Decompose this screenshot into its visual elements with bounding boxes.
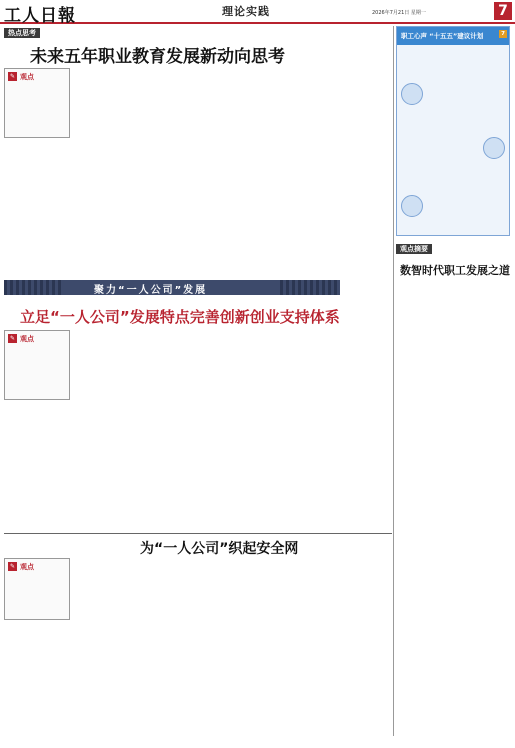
banner-stripes-right [280,280,340,295]
sidebar-header [397,27,509,45]
bottom-article-col-4 [210,558,272,736]
right-feature-body [396,280,510,736]
quote-icon: ✎ [9,563,16,570]
middle-quote-box [4,330,70,400]
middle-quote-label: 观点 [20,335,34,343]
middle-article-col-3 [142,330,206,530]
sidebar-proposal-box [396,26,510,236]
middle-article-col-2 [74,330,138,530]
section-title: 理论实践 [222,5,270,18]
bottom-article-col-1 [4,632,70,736]
bottom-article-col-5 [276,558,338,736]
banner-stripes-left [4,280,64,295]
bottom-quote-box [4,558,70,620]
banner-label: 聚力“一人公司”发展 [94,285,208,296]
issue-date: 2026年7月21日 星期一 [372,10,426,16]
column-divider [393,26,394,736]
worker-illustration-icon [483,137,505,159]
sidebar-badge: 7 [501,31,505,37]
middle-article-col-4 [210,330,272,530]
top-article-col-6 [340,68,392,278]
top-article-col-5 [280,68,336,278]
right-feature-headline: 数智时代职工发展之道 [400,264,510,277]
worker-illustration-icon [401,195,423,217]
bottom-article-col-2 [74,558,138,736]
section-tag-hot: 热点思考 [4,28,40,38]
sidebar-header-text: 职工心声 “十五五”建议计划 [401,32,484,40]
top-quote-label: 观点 [20,73,34,81]
topic-banner [4,280,340,295]
quote-icon: ✎ [9,335,16,342]
page-number: 7 [494,2,512,20]
masthead [0,0,515,24]
top-article-col-1 [4,150,70,278]
bottom-article-col-6 [342,558,392,736]
top-quote-box [4,68,70,138]
middle-article-col-1 [4,412,70,530]
middle-headline: 立足“一人公司”发展特点完善创新创业支持体系 [20,308,340,326]
middle-article-col-5 [276,330,338,530]
top-article-col-3 [146,68,214,278]
bottom-headline: 为“一人公司”织起安全网 [140,541,299,557]
article-divider [4,533,392,534]
bottom-quote-label: 观点 [20,563,34,571]
section-tag-summary: 观点摘要 [396,244,432,254]
bottom-article-col-3 [142,558,206,736]
newspaper-logo: 工人日報 [4,6,76,26]
worker-illustration-icon [401,83,423,105]
middle-article-col-6 [342,330,392,530]
top-article-col-4 [218,68,276,278]
top-headline: 未来五年职业教育发展新动向思考 [30,47,285,67]
top-article-col-2 [74,68,142,278]
quote-icon: ✎ [9,73,16,80]
